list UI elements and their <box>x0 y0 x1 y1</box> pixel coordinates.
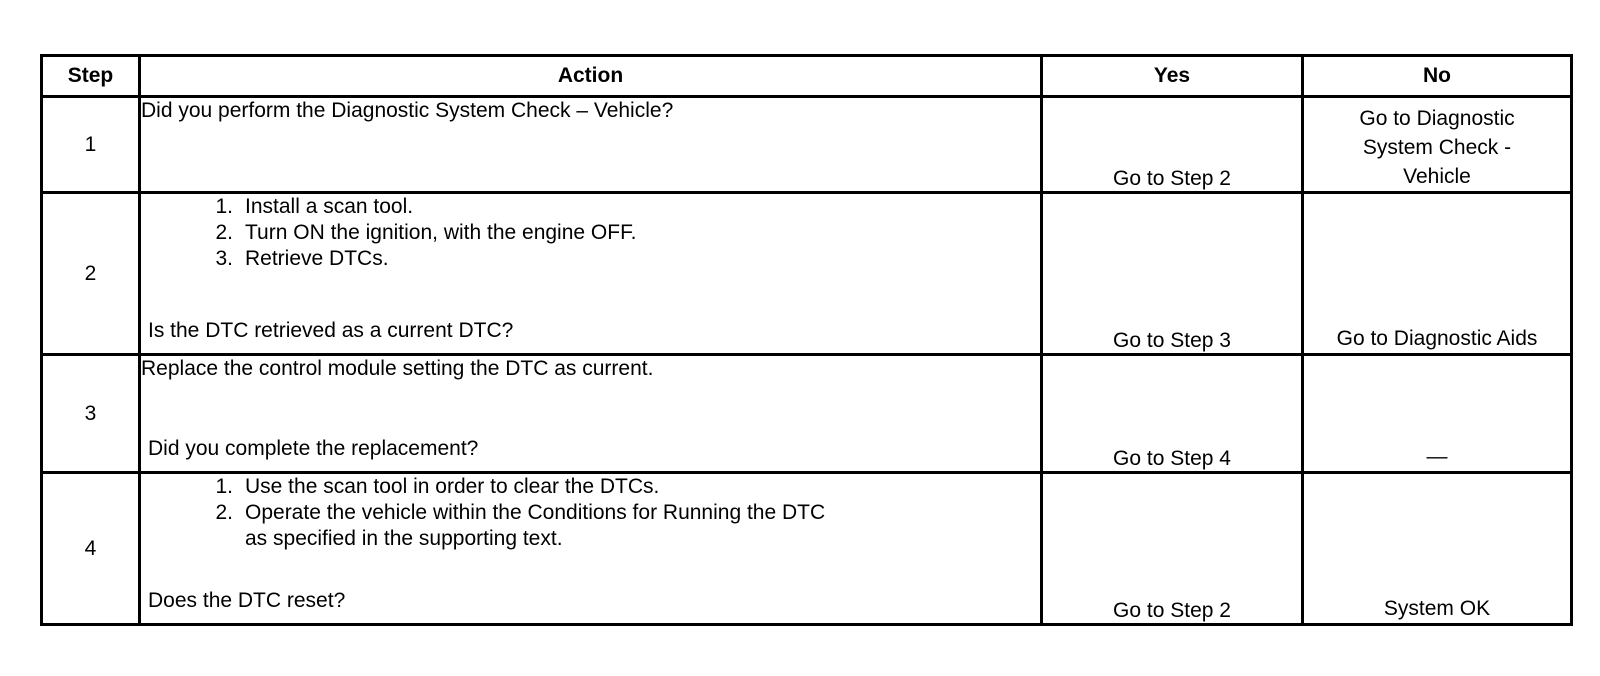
action-step-list <box>141 194 1040 272</box>
table-row <box>42 193 1572 355</box>
no-result-text: Go to Diagnostic System Check - Vehicle <box>1359 107 1515 188</box>
step-number: 2 <box>42 193 140 355</box>
action-instruction: Did you perform the Diagnostic System Check – Vehicle? <box>141 99 674 122</box>
action-step-text: Operate the vehicle within the Conditions for Running the DTC as specified in the supporting text. <box>245 501 826 550</box>
no-result <box>1303 97 1572 193</box>
table-row <box>42 473 1572 625</box>
action-step-item <box>141 246 1040 272</box>
yes-result: Go to Step 2 <box>1042 97 1303 193</box>
action-step-number: 1. <box>215 195 233 218</box>
diagnostic-table <box>40 54 1573 626</box>
no-result: System OK <box>1303 473 1572 625</box>
header-yes: Yes <box>1042 56 1303 97</box>
header-action: Action <box>140 56 1042 97</box>
action-instruction: Replace the control module setting the DTC as current. <box>141 357 654 380</box>
no-result: Go to Diagnostic Aids <box>1303 193 1572 355</box>
action-step-item <box>141 194 1040 220</box>
yes-result: Go to Step 4 <box>1042 355 1303 473</box>
step-number: 4 <box>42 473 140 625</box>
action-step-text: Turn ON the ignition, with the engine OFF. <box>245 221 637 244</box>
action-step-text: Install a scan tool. <box>245 195 414 218</box>
action-cell <box>140 193 1042 355</box>
action-step-text: Retrieve DTCs. <box>245 247 389 270</box>
action-question: Is the DTC retrieved as a current DTC? <box>148 319 514 342</box>
header-row <box>42 56 1572 97</box>
action-step-number: 1. <box>215 475 233 498</box>
action-step-item <box>141 220 1040 246</box>
action-cell <box>140 97 1042 193</box>
step-number: 1 <box>42 97 140 193</box>
action-question: Does the DTC reset? <box>148 589 346 612</box>
action-question: Did you complete the replacement? <box>148 437 479 460</box>
action-step-text: Use the scan tool in order to clear the DTCs. <box>245 475 660 498</box>
action-step-item <box>141 474 850 500</box>
action-step-number: 2. <box>215 221 233 244</box>
yes-result: Go to Step 2 <box>1042 473 1303 625</box>
table-row <box>42 355 1572 473</box>
header-step: Step <box>42 56 140 97</box>
header-no: No <box>1303 56 1572 97</box>
step-number: 3 <box>42 355 140 473</box>
action-step-number: 2. <box>215 501 233 524</box>
action-step-item <box>141 500 850 552</box>
yes-result: Go to Step 3 <box>1042 193 1303 355</box>
no-result: — <box>1303 355 1572 473</box>
action-step-list <box>141 474 1040 552</box>
action-cell <box>140 473 1042 625</box>
table-header <box>42 56 1572 97</box>
table-row <box>42 97 1572 193</box>
action-step-number: 3. <box>215 247 233 270</box>
action-cell <box>140 355 1042 473</box>
